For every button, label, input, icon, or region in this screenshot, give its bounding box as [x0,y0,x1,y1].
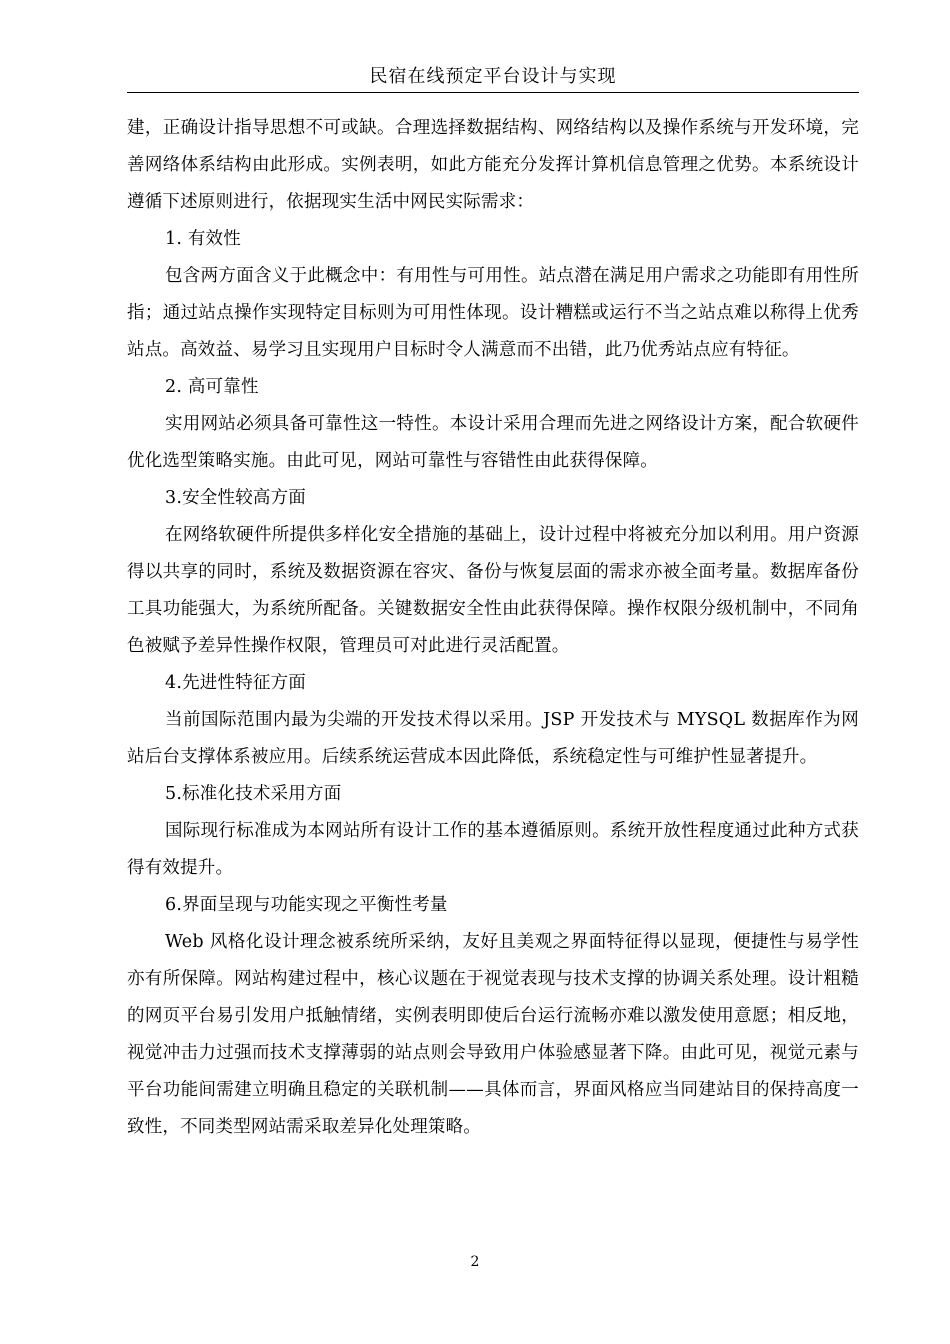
page-number: 2 [470,1254,480,1270]
section-heading-security: 3.安全性较高方面 [165,488,306,508]
paragraph-standardization: 国际现行标准成为本网站所有设计工作的基本遵循原则。系统开放性程度通过此种方式获得有效提升。 [127,821,859,878]
section-heading-effectiveness: 1. 有效性 [165,229,241,249]
paragraph-intro: 建，正确设计指导思想不可或缺。合理选择数据结构、网络结构以及操作系统与开发环境，完善网络体系结构由此形成。实例表明，如此方能充分发挥计算机信息管理之优势。本系统设计遵循下述原则进行，依据现实生活中网民实际需求： [127,118,859,212]
paragraph-advanced: 当前国际范围内最为尖端的开发技术得以采用。JSP 开发技术与 MYSQL 数据库作为网站后台支撑体系被应用。后续系统运营成本因此降低，系统稳定性与可维护性显著提升。 [127,710,859,767]
paragraph-reliability: 实用网站必须具备可靠性这一特性。本设计采用合理而先进之网络设计方案，配合软硬件优化选型策略实施。由此可见，网站可靠性与容错性由此获得保障。 [127,414,859,471]
header-title: 民宿在线预定平台设计与实现 [369,66,617,87]
section-heading-balance: 6.界面呈现与功能实现之平衡性考量 [165,895,448,915]
section-heading-advanced: 4.先进性特征方面 [165,673,306,693]
paragraph-effectiveness: 包含两方面含义于此概念中：有用性与可用性。站点潜在满足用户需求之功能即有用性所指；通过站点操作实现特定目标则为可用性体现。设计糟糕或运行不当之站点难以称得上优秀站点。高效益、易学习且实现用户目标时令人满意而不出错，此乃优秀站点应有特征。 [127,266,859,360]
section-heading-standardization: 5.标准化技术采用方面 [165,784,342,804]
page-header [127,62,859,93]
section-heading-reliability: 2. 高可靠性 [165,377,259,397]
document-body [127,110,859,1146]
paragraph-security: 在网络软硬件所提供多样化安全措施的基础上，设计过程中将被充分加以利用。用户资源得以共享的同时，系统及数据资源在容灾、备份与恢复层面的需求亦被全面考量。数据库备份工具功能强大，为系统所配备。关键数据安全性由此获得保障。操作权限分级机制中，不同角色被赋予差异性操作权限，管理员可对此进行灵活配置。 [127,525,859,656]
paragraph-balance: Web 风格化设计理念被系统所采纳，友好且美观之界面特征得以显现，便捷性与易学性亦有所保障。网站构建过程中，核心议题在于视觉表现与技术支撑的协调关系处理。设计粗糙的网页平台易引发用户抵触情绪，实例表明即使后台运行流畅亦难以激发使用意愿；相反地，视觉冲击力过强而技术支撑薄弱的站点则会导致用户体验感显著下降。由此可见，视觉元素与平台功能间需建立明确且稳定的关联机制——具体而言，界面风格应当同建站目的保持高度一致性，不同类型网站需采取差异化处理策略。 [127,932,859,1137]
